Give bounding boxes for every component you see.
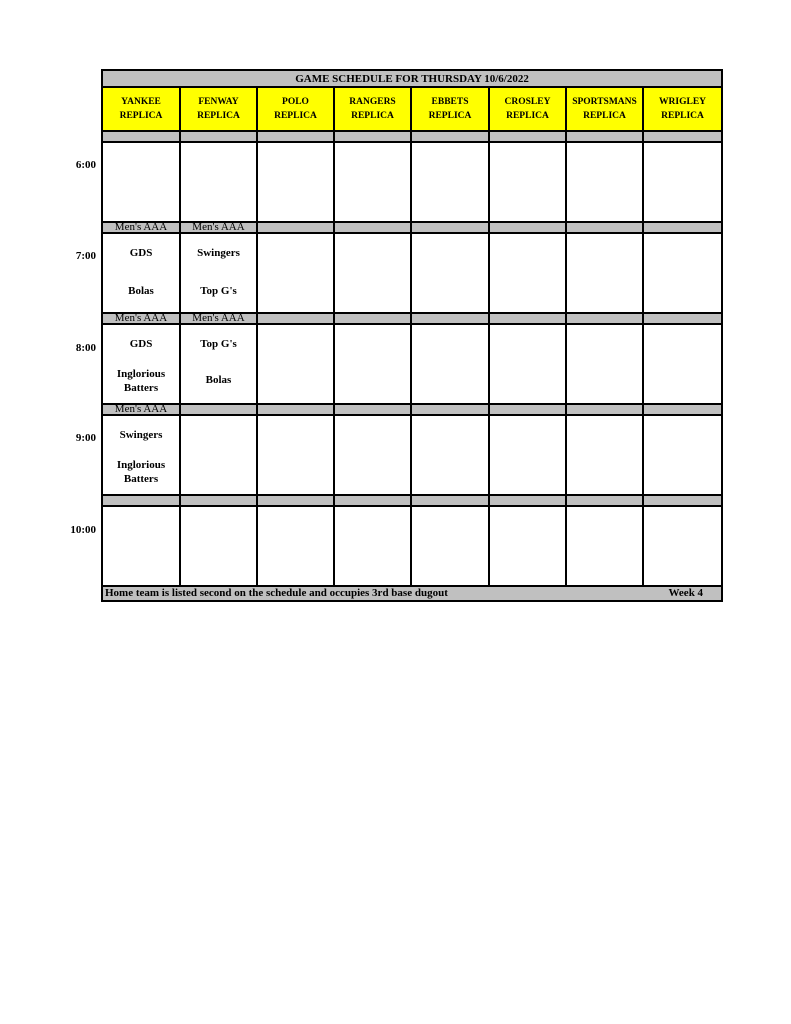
game-cell (334, 233, 411, 313)
league-cell: Men's AAA (180, 313, 257, 324)
league-cell (489, 495, 566, 506)
home-team: Inglorious Batters (116, 368, 166, 394)
game-cell (489, 324, 566, 404)
game-cell (643, 142, 722, 222)
schedule-table (101, 69, 723, 602)
game-cell (411, 324, 489, 404)
game-cell (566, 142, 643, 222)
game-cell (643, 233, 722, 313)
league-cell (566, 313, 643, 324)
game-cell (257, 142, 334, 222)
league-cell (334, 404, 411, 415)
time-label-8: 8:00 (75, 342, 96, 354)
home-team: Inglorious Batters (116, 459, 166, 485)
game-cell (643, 324, 722, 404)
league-cell (411, 313, 489, 324)
game-cell (180, 142, 257, 222)
league-cell: Men's AAA (102, 313, 180, 324)
game-cell (180, 506, 257, 586)
league-cell (411, 404, 489, 415)
game-cell (334, 324, 411, 404)
game-cell (566, 233, 643, 313)
league-cell (489, 313, 566, 324)
league-cell (489, 131, 566, 142)
game-cell (180, 233, 257, 313)
time-label-9: 9:00 (75, 432, 96, 444)
field-header-polo: POLO REPLICA (257, 87, 334, 131)
game-cell (566, 324, 643, 404)
field-header-yankee: YANKEE REPLICA (102, 87, 180, 131)
game-cell (643, 506, 722, 586)
league-cell (102, 495, 180, 506)
game-cell (489, 233, 566, 313)
league-cell: Men's AAA (102, 404, 180, 415)
league-cell (334, 495, 411, 506)
league-cell (180, 495, 257, 506)
game-cell (334, 506, 411, 586)
league-cell (643, 404, 722, 415)
game-cell (257, 324, 334, 404)
league-cell (643, 222, 722, 233)
league-cell (180, 131, 257, 142)
schedule-title: GAME SCHEDULE FOR THURSDAY 10/6/2022 (102, 70, 722, 87)
game-cell (102, 233, 180, 313)
league-cell (334, 222, 411, 233)
league-cell (257, 222, 334, 233)
league-cell (334, 131, 411, 142)
game-cell (180, 415, 257, 495)
game-cell (180, 324, 257, 404)
away-team: Swingers (119, 429, 163, 441)
league-cell (566, 222, 643, 233)
game-cell (566, 506, 643, 586)
time-label-10: 10:00 (70, 524, 96, 536)
away-team: GDS (129, 338, 153, 350)
league-cell (257, 495, 334, 506)
field-header-wrigley: WRIGLEY REPLICA (643, 87, 722, 131)
game-schedule (101, 69, 721, 606)
game-cell (257, 415, 334, 495)
league-cell (257, 131, 334, 142)
field-header-crosley: CROSLEY REPLICA (489, 87, 566, 131)
game-cell (257, 233, 334, 313)
league-cell (643, 131, 722, 142)
field-header-fenway: FENWAY REPLICA (180, 87, 257, 131)
league-cell (643, 313, 722, 324)
game-cell (411, 142, 489, 222)
game-cell (411, 415, 489, 495)
game-cell (334, 415, 411, 495)
league-cell (102, 131, 180, 142)
game-cell (489, 142, 566, 222)
game-cell (102, 415, 180, 495)
field-header-ebbets: EBBETS REPLICA (411, 87, 489, 131)
league-cell: Men's AAA (102, 222, 180, 233)
league-cell: Men's AAA (180, 222, 257, 233)
away-team: Swingers (197, 247, 240, 259)
league-cell (566, 131, 643, 142)
game-cell (411, 506, 489, 586)
league-cell (334, 313, 411, 324)
field-header-sportsmans: SPORTSMANS REPLICA (566, 87, 643, 131)
home-team: Bolas (205, 374, 232, 386)
home-team-note: Home team is listed second on the schedule and occupies 3rd base dugout (105, 587, 448, 599)
league-cell (180, 404, 257, 415)
game-cell (489, 506, 566, 586)
field-header-rangers: RANGERS REPLICA (334, 87, 411, 131)
game-cell (411, 233, 489, 313)
time-label-7: 7:00 (75, 250, 96, 262)
game-cell (102, 142, 180, 222)
time-label-6: 6:00 (75, 159, 96, 171)
league-cell (566, 495, 643, 506)
league-cell (566, 404, 643, 415)
game-cell (489, 415, 566, 495)
game-cell (566, 415, 643, 495)
league-cell (411, 131, 489, 142)
away-team: GDS (129, 247, 153, 259)
league-cell (643, 495, 722, 506)
game-cell (643, 415, 722, 495)
league-cell (411, 495, 489, 506)
league-cell (257, 313, 334, 324)
away-team: Top G's (200, 338, 237, 350)
league-cell (489, 222, 566, 233)
week-label: Week 4 (668, 587, 704, 599)
game-cell (334, 142, 411, 222)
league-cell (257, 404, 334, 415)
league-cell (411, 222, 489, 233)
game-cell (257, 506, 334, 586)
league-cell (489, 404, 566, 415)
schedule-footer (102, 586, 722, 601)
home-team: Top G's (200, 285, 237, 297)
game-cell (102, 506, 180, 586)
game-cell (102, 324, 180, 404)
home-team: Bolas (128, 285, 154, 297)
